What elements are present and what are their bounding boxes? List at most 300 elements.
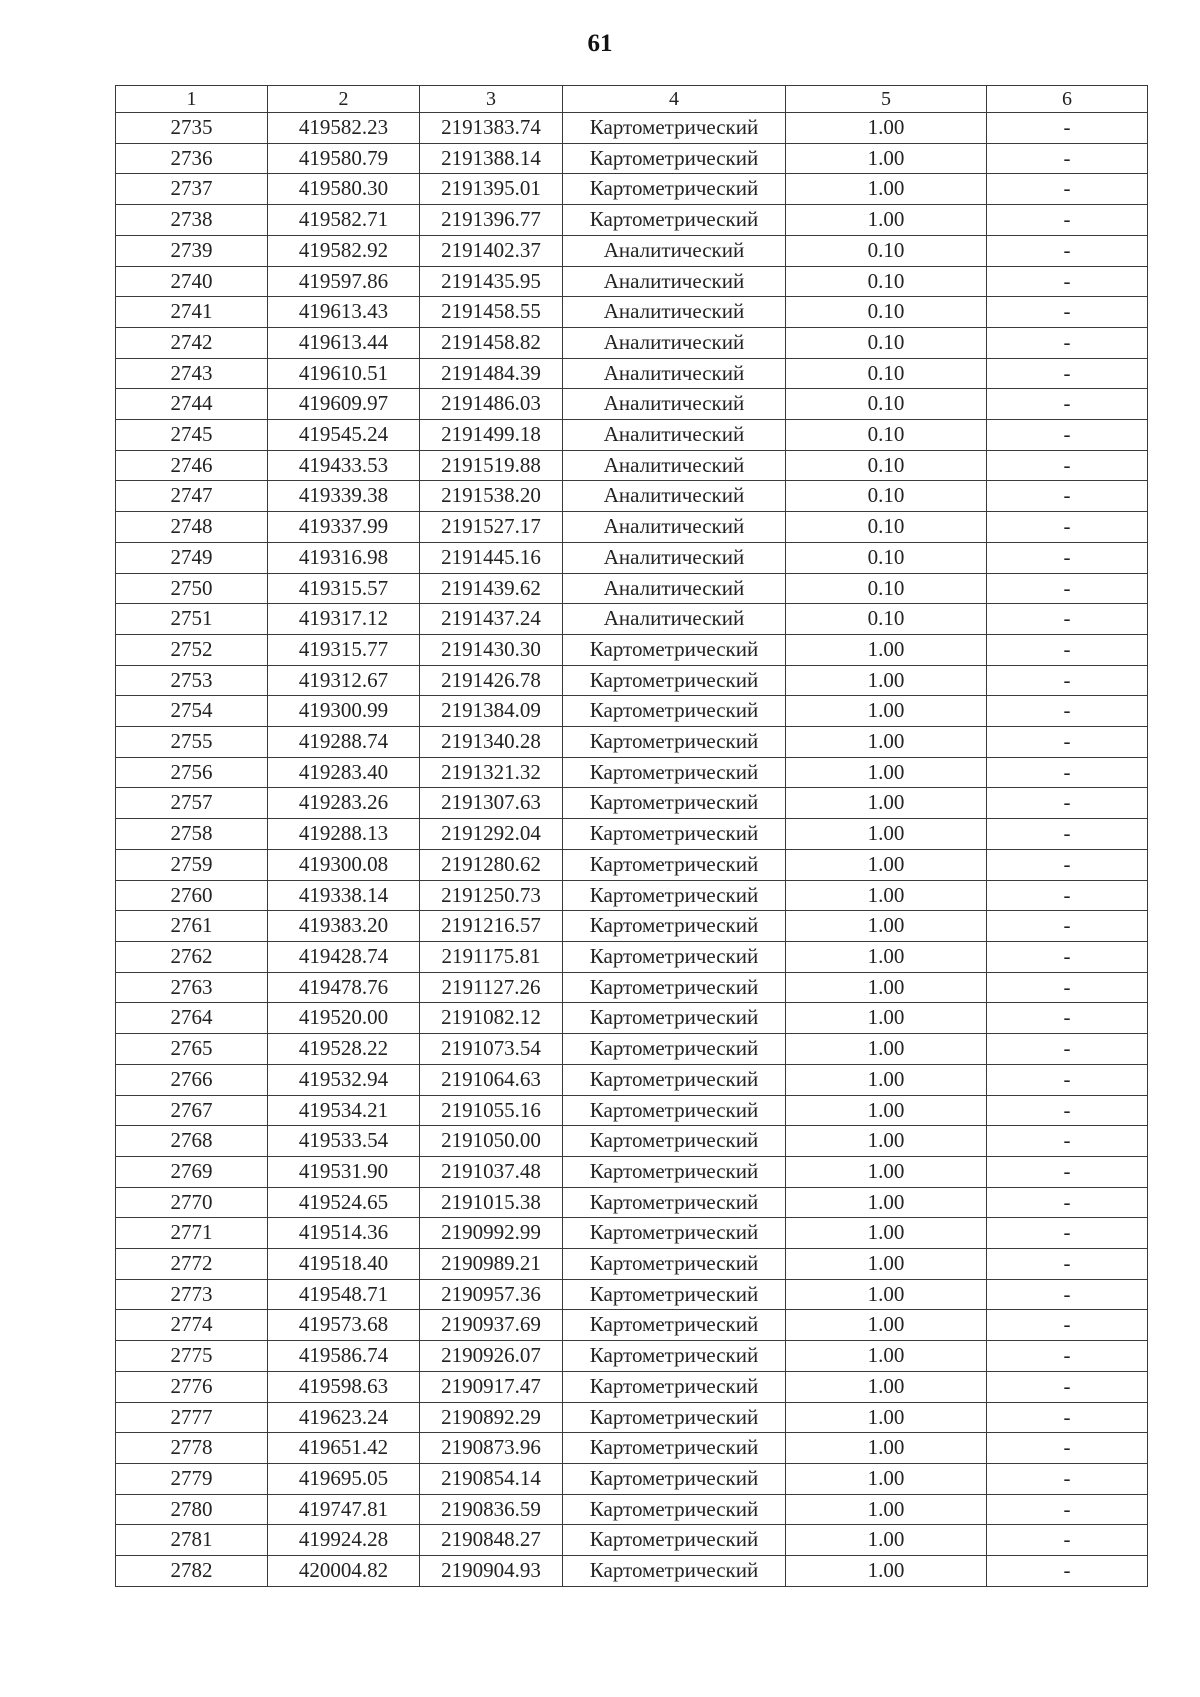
y-coordinate-cell: 2191307.63 xyxy=(420,788,563,819)
method-cell: Картометрический xyxy=(563,1463,786,1494)
accuracy-cell: 1.00 xyxy=(786,819,987,850)
column-header: 2 xyxy=(268,86,420,113)
x-coordinate-cell: 419598.63 xyxy=(268,1371,420,1402)
point-number-cell: 2762 xyxy=(116,941,268,972)
page-number: 61 xyxy=(587,30,613,57)
accuracy-cell: 0.10 xyxy=(786,481,987,512)
method-cell: Картометрический xyxy=(563,1003,786,1034)
x-coordinate-cell: 419312.67 xyxy=(268,665,420,696)
table-row xyxy=(116,1371,1148,1402)
table-row xyxy=(116,512,1148,543)
note-cell: - xyxy=(987,573,1148,604)
point-number-cell: 2770 xyxy=(116,1187,268,1218)
point-number-cell: 2769 xyxy=(116,1156,268,1187)
point-number-cell: 2744 xyxy=(116,389,268,420)
accuracy-cell: 1.00 xyxy=(786,665,987,696)
accuracy-cell: 1.00 xyxy=(786,911,987,942)
accuracy-cell: 1.00 xyxy=(786,143,987,174)
accuracy-cell: 1.00 xyxy=(786,1556,987,1587)
method-cell: Картометрический xyxy=(563,1126,786,1157)
point-number-cell: 2746 xyxy=(116,450,268,481)
method-cell: Аналитический xyxy=(563,542,786,573)
point-number-cell: 2777 xyxy=(116,1402,268,1433)
y-coordinate-cell: 2191458.82 xyxy=(420,327,563,358)
x-coordinate-cell: 419518.40 xyxy=(268,1249,420,1280)
method-cell: Картометрический xyxy=(563,911,786,942)
point-number-cell: 2738 xyxy=(116,205,268,236)
note-cell: - xyxy=(987,1494,1148,1525)
x-coordinate-cell: 419924.28 xyxy=(268,1525,420,1556)
y-coordinate-cell: 2191538.20 xyxy=(420,481,563,512)
accuracy-cell: 1.00 xyxy=(786,1064,987,1095)
method-cell: Картометрический xyxy=(563,972,786,1003)
x-coordinate-cell: 419478.76 xyxy=(268,972,420,1003)
x-coordinate-cell: 419337.99 xyxy=(268,512,420,543)
x-coordinate-cell: 419613.43 xyxy=(268,297,420,328)
method-cell: Аналитический xyxy=(563,389,786,420)
note-cell: - xyxy=(987,297,1148,328)
table-row xyxy=(116,266,1148,297)
table-body xyxy=(116,113,1148,1587)
point-number-cell: 2775 xyxy=(116,1341,268,1372)
accuracy-cell: 1.00 xyxy=(786,174,987,205)
table-row xyxy=(116,819,1148,850)
x-coordinate-cell: 419651.42 xyxy=(268,1433,420,1464)
note-cell: - xyxy=(987,696,1148,727)
point-number-cell: 2764 xyxy=(116,1003,268,1034)
method-cell: Картометрический xyxy=(563,1187,786,1218)
y-coordinate-cell: 2191396.77 xyxy=(420,205,563,236)
note-cell: - xyxy=(987,420,1148,451)
method-cell: Картометрический xyxy=(563,113,786,144)
table-row xyxy=(116,1494,1148,1525)
y-coordinate-cell: 2191280.62 xyxy=(420,849,563,880)
note-cell: - xyxy=(987,1279,1148,1310)
point-number-cell: 2741 xyxy=(116,297,268,328)
table-row xyxy=(116,389,1148,420)
x-coordinate-cell: 419283.40 xyxy=(268,757,420,788)
table-row xyxy=(116,174,1148,205)
method-cell: Картометрический xyxy=(563,1433,786,1464)
x-coordinate-cell: 419533.54 xyxy=(268,1126,420,1157)
x-coordinate-cell: 419534.21 xyxy=(268,1095,420,1126)
table-row xyxy=(116,1279,1148,1310)
x-coordinate-cell: 419532.94 xyxy=(268,1064,420,1095)
method-cell: Картометрический xyxy=(563,1341,786,1372)
method-cell: Картометрический xyxy=(563,849,786,880)
point-number-cell: 2755 xyxy=(116,727,268,758)
y-coordinate-cell: 2191384.09 xyxy=(420,696,563,727)
x-coordinate-cell: 419315.57 xyxy=(268,573,420,604)
y-coordinate-cell: 2191402.37 xyxy=(420,235,563,266)
note-cell: - xyxy=(987,1341,1148,1372)
point-number-cell: 2779 xyxy=(116,1463,268,1494)
note-cell: - xyxy=(987,542,1148,573)
method-cell: Картометрический xyxy=(563,1095,786,1126)
y-coordinate-cell: 2191435.95 xyxy=(420,266,563,297)
accuracy-cell: 0.10 xyxy=(786,327,987,358)
y-coordinate-cell: 2191292.04 xyxy=(420,819,563,850)
method-cell: Картометрический xyxy=(563,665,786,696)
method-cell: Картометрический xyxy=(563,1249,786,1280)
x-coordinate-cell: 419582.23 xyxy=(268,113,420,144)
y-coordinate-cell: 2191439.62 xyxy=(420,573,563,604)
x-coordinate-cell: 419428.74 xyxy=(268,941,420,972)
note-cell: - xyxy=(987,512,1148,543)
accuracy-cell: 1.00 xyxy=(786,1095,987,1126)
point-number-cell: 2757 xyxy=(116,788,268,819)
table-row xyxy=(116,1156,1148,1187)
x-coordinate-cell: 419613.44 xyxy=(268,327,420,358)
method-cell: Картометрический xyxy=(563,174,786,205)
note-cell: - xyxy=(987,389,1148,420)
x-coordinate-cell: 419695.05 xyxy=(268,1463,420,1494)
method-cell: Аналитический xyxy=(563,573,786,604)
accuracy-cell: 0.10 xyxy=(786,266,987,297)
y-coordinate-cell: 2190957.36 xyxy=(420,1279,563,1310)
table-row xyxy=(116,788,1148,819)
note-cell: - xyxy=(987,1156,1148,1187)
accuracy-cell: 1.00 xyxy=(786,788,987,819)
table-row xyxy=(116,1402,1148,1433)
table-row xyxy=(116,849,1148,880)
y-coordinate-cell: 2191458.55 xyxy=(420,297,563,328)
point-number-cell: 2749 xyxy=(116,542,268,573)
note-cell: - xyxy=(987,1126,1148,1157)
y-coordinate-cell: 2191527.17 xyxy=(420,512,563,543)
method-cell: Картометрический xyxy=(563,143,786,174)
column-header: 5 xyxy=(786,86,987,113)
note-cell: - xyxy=(987,941,1148,972)
accuracy-cell: 0.10 xyxy=(786,420,987,451)
point-number-cell: 2773 xyxy=(116,1279,268,1310)
note-cell: - xyxy=(987,450,1148,481)
accuracy-cell: 0.10 xyxy=(786,450,987,481)
table-header-row xyxy=(116,86,1148,113)
note-cell: - xyxy=(987,205,1148,236)
point-number-cell: 2778 xyxy=(116,1433,268,1464)
y-coordinate-cell: 2190917.47 xyxy=(420,1371,563,1402)
table-row xyxy=(116,1187,1148,1218)
method-cell: Картометрический xyxy=(563,941,786,972)
y-coordinate-cell: 2191388.14 xyxy=(420,143,563,174)
table-row xyxy=(116,880,1148,911)
accuracy-cell: 1.00 xyxy=(786,1402,987,1433)
point-number-cell: 2774 xyxy=(116,1310,268,1341)
y-coordinate-cell: 2190989.21 xyxy=(420,1249,563,1280)
column-header: 1 xyxy=(116,86,268,113)
x-coordinate-cell: 419283.26 xyxy=(268,788,420,819)
note-cell: - xyxy=(987,634,1148,665)
table-row xyxy=(116,1525,1148,1556)
table-row xyxy=(116,941,1148,972)
method-cell: Картометрический xyxy=(563,1064,786,1095)
point-number-cell: 2743 xyxy=(116,358,268,389)
method-cell: Картометрический xyxy=(563,634,786,665)
table-row xyxy=(116,481,1148,512)
point-number-cell: 2736 xyxy=(116,143,268,174)
x-coordinate-cell: 419514.36 xyxy=(268,1218,420,1249)
y-coordinate-cell: 2191484.39 xyxy=(420,358,563,389)
table-row xyxy=(116,1003,1148,1034)
note-cell: - xyxy=(987,143,1148,174)
accuracy-cell: 0.10 xyxy=(786,358,987,389)
accuracy-cell: 1.00 xyxy=(786,1003,987,1034)
accuracy-cell: 1.00 xyxy=(786,1525,987,1556)
x-coordinate-cell: 419339.38 xyxy=(268,481,420,512)
x-coordinate-cell: 419548.71 xyxy=(268,1279,420,1310)
x-coordinate-cell: 419582.71 xyxy=(268,205,420,236)
x-coordinate-cell: 419383.20 xyxy=(268,911,420,942)
table-row xyxy=(116,1249,1148,1280)
x-coordinate-cell: 419580.79 xyxy=(268,143,420,174)
method-cell: Картометрический xyxy=(563,819,786,850)
column-header: 6 xyxy=(987,86,1148,113)
method-cell: Аналитический xyxy=(563,604,786,635)
note-cell: - xyxy=(987,1310,1148,1341)
note-cell: - xyxy=(987,1249,1148,1280)
point-number-cell: 2763 xyxy=(116,972,268,1003)
point-number-cell: 2758 xyxy=(116,819,268,850)
point-number-cell: 2735 xyxy=(116,113,268,144)
note-cell: - xyxy=(987,1556,1148,1587)
accuracy-cell: 1.00 xyxy=(786,727,987,758)
point-number-cell: 2750 xyxy=(116,573,268,604)
accuracy-cell: 1.00 xyxy=(786,972,987,1003)
note-cell: - xyxy=(987,174,1148,205)
method-cell: Аналитический xyxy=(563,512,786,543)
point-number-cell: 2761 xyxy=(116,911,268,942)
x-coordinate-cell: 419609.97 xyxy=(268,389,420,420)
point-number-cell: 2772 xyxy=(116,1249,268,1280)
x-coordinate-cell: 419586.74 xyxy=(268,1341,420,1372)
point-number-cell: 2760 xyxy=(116,880,268,911)
note-cell: - xyxy=(987,880,1148,911)
accuracy-cell: 0.10 xyxy=(786,542,987,573)
accuracy-cell: 1.00 xyxy=(786,113,987,144)
point-number-cell: 2747 xyxy=(116,481,268,512)
note-cell: - xyxy=(987,1064,1148,1095)
y-coordinate-cell: 2191127.26 xyxy=(420,972,563,1003)
note-cell: - xyxy=(987,911,1148,942)
accuracy-cell: 1.00 xyxy=(786,1371,987,1402)
y-coordinate-cell: 2190836.59 xyxy=(420,1494,563,1525)
accuracy-cell: 1.00 xyxy=(786,941,987,972)
table-row xyxy=(116,542,1148,573)
y-coordinate-cell: 2191445.16 xyxy=(420,542,563,573)
y-coordinate-cell: 2191050.00 xyxy=(420,1126,563,1157)
point-number-cell: 2739 xyxy=(116,235,268,266)
note-cell: - xyxy=(987,1463,1148,1494)
column-header: 3 xyxy=(420,86,563,113)
table-row xyxy=(116,1341,1148,1372)
point-number-cell: 2737 xyxy=(116,174,268,205)
y-coordinate-cell: 2191430.30 xyxy=(420,634,563,665)
accuracy-cell: 1.00 xyxy=(786,1187,987,1218)
table-row xyxy=(116,205,1148,236)
table-row xyxy=(116,696,1148,727)
method-cell: Картометрический xyxy=(563,1279,786,1310)
note-cell: - xyxy=(987,1402,1148,1433)
table-row xyxy=(116,634,1148,665)
x-coordinate-cell: 419582.92 xyxy=(268,235,420,266)
x-coordinate-cell: 419300.99 xyxy=(268,696,420,727)
y-coordinate-cell: 2190904.93 xyxy=(420,1556,563,1587)
note-cell: - xyxy=(987,757,1148,788)
note-cell: - xyxy=(987,1187,1148,1218)
note-cell: - xyxy=(987,1003,1148,1034)
x-coordinate-cell: 419531.90 xyxy=(268,1156,420,1187)
method-cell: Картометрический xyxy=(563,1525,786,1556)
table-row xyxy=(116,1310,1148,1341)
point-number-cell: 2765 xyxy=(116,1034,268,1065)
table-row xyxy=(116,420,1148,451)
note-cell: - xyxy=(987,849,1148,880)
method-cell: Аналитический xyxy=(563,420,786,451)
method-cell: Аналитический xyxy=(563,358,786,389)
y-coordinate-cell: 2190992.99 xyxy=(420,1218,563,1249)
y-coordinate-cell: 2190873.96 xyxy=(420,1433,563,1464)
note-cell: - xyxy=(987,604,1148,635)
method-cell: Картометрический xyxy=(563,1218,786,1249)
note-cell: - xyxy=(987,266,1148,297)
accuracy-cell: 1.00 xyxy=(786,1156,987,1187)
accuracy-cell: 0.10 xyxy=(786,389,987,420)
method-cell: Аналитический xyxy=(563,235,786,266)
accuracy-cell: 1.00 xyxy=(786,849,987,880)
y-coordinate-cell: 2190892.29 xyxy=(420,1402,563,1433)
point-number-cell: 2754 xyxy=(116,696,268,727)
x-coordinate-cell: 419315.77 xyxy=(268,634,420,665)
y-coordinate-cell: 2191486.03 xyxy=(420,389,563,420)
method-cell: Аналитический xyxy=(563,266,786,297)
method-cell: Картометрический xyxy=(563,727,786,758)
y-coordinate-cell: 2191175.81 xyxy=(420,941,563,972)
accuracy-cell: 1.00 xyxy=(786,1034,987,1065)
point-number-cell: 2766 xyxy=(116,1064,268,1095)
x-coordinate-cell: 419338.14 xyxy=(268,880,420,911)
table-row xyxy=(116,1218,1148,1249)
accuracy-cell: 1.00 xyxy=(786,1433,987,1464)
accuracy-cell: 1.00 xyxy=(786,1249,987,1280)
table-row xyxy=(116,1095,1148,1126)
point-number-cell: 2776 xyxy=(116,1371,268,1402)
table-row xyxy=(116,1556,1148,1587)
accuracy-cell: 1.00 xyxy=(786,1494,987,1525)
note-cell: - xyxy=(987,1371,1148,1402)
x-coordinate-cell: 419573.68 xyxy=(268,1310,420,1341)
accuracy-cell: 1.00 xyxy=(786,696,987,727)
table-row xyxy=(116,604,1148,635)
x-coordinate-cell: 419524.65 xyxy=(268,1187,420,1218)
x-coordinate-cell: 419316.98 xyxy=(268,542,420,573)
y-coordinate-cell: 2191216.57 xyxy=(420,911,563,942)
accuracy-cell: 1.00 xyxy=(786,1463,987,1494)
accuracy-cell: 1.00 xyxy=(786,1341,987,1372)
x-coordinate-cell: 419610.51 xyxy=(268,358,420,389)
table-row xyxy=(116,1126,1148,1157)
method-cell: Картометрический xyxy=(563,1034,786,1065)
y-coordinate-cell: 2191499.18 xyxy=(420,420,563,451)
x-coordinate-cell: 420004.82 xyxy=(268,1556,420,1587)
y-coordinate-cell: 2191055.16 xyxy=(420,1095,563,1126)
column-header: 4 xyxy=(563,86,786,113)
table-row xyxy=(116,1034,1148,1065)
table-row xyxy=(116,327,1148,358)
note-cell: - xyxy=(987,665,1148,696)
point-number-cell: 2782 xyxy=(116,1556,268,1587)
method-cell: Картометрический xyxy=(563,1371,786,1402)
point-number-cell: 2759 xyxy=(116,849,268,880)
table-row xyxy=(116,450,1148,481)
x-coordinate-cell: 419288.74 xyxy=(268,727,420,758)
table-row xyxy=(116,911,1148,942)
point-number-cell: 2751 xyxy=(116,604,268,635)
x-coordinate-cell: 419545.24 xyxy=(268,420,420,451)
table-row xyxy=(116,143,1148,174)
point-number-cell: 2753 xyxy=(116,665,268,696)
note-cell: - xyxy=(987,1433,1148,1464)
coordinates-table xyxy=(115,85,1148,1587)
accuracy-cell: 1.00 xyxy=(786,1310,987,1341)
note-cell: - xyxy=(987,113,1148,144)
x-coordinate-cell: 419597.86 xyxy=(268,266,420,297)
table-row xyxy=(116,113,1148,144)
table-row xyxy=(116,972,1148,1003)
note-cell: - xyxy=(987,1034,1148,1065)
x-coordinate-cell: 419300.08 xyxy=(268,849,420,880)
y-coordinate-cell: 2191015.38 xyxy=(420,1187,563,1218)
point-number-cell: 2771 xyxy=(116,1218,268,1249)
note-cell: - xyxy=(987,358,1148,389)
method-cell: Картометрический xyxy=(563,1310,786,1341)
point-number-cell: 2740 xyxy=(116,266,268,297)
y-coordinate-cell: 2190926.07 xyxy=(420,1341,563,1372)
y-coordinate-cell: 2190937.69 xyxy=(420,1310,563,1341)
method-cell: Картометрический xyxy=(563,1494,786,1525)
x-coordinate-cell: 419747.81 xyxy=(268,1494,420,1525)
point-number-cell: 2756 xyxy=(116,757,268,788)
method-cell: Аналитический xyxy=(563,481,786,512)
note-cell: - xyxy=(987,1525,1148,1556)
table-row xyxy=(116,1064,1148,1095)
point-number-cell: 2767 xyxy=(116,1095,268,1126)
x-coordinate-cell: 419520.00 xyxy=(268,1003,420,1034)
note-cell: - xyxy=(987,481,1148,512)
note-cell: - xyxy=(987,235,1148,266)
point-number-cell: 2780 xyxy=(116,1494,268,1525)
y-coordinate-cell: 2191395.01 xyxy=(420,174,563,205)
y-coordinate-cell: 2191437.24 xyxy=(420,604,563,635)
method-cell: Картометрический xyxy=(563,757,786,788)
method-cell: Аналитический xyxy=(563,450,786,481)
method-cell: Аналитический xyxy=(563,327,786,358)
x-coordinate-cell: 419580.30 xyxy=(268,174,420,205)
method-cell: Картометрический xyxy=(563,1156,786,1187)
x-coordinate-cell: 419528.22 xyxy=(268,1034,420,1065)
point-number-cell: 2742 xyxy=(116,327,268,358)
y-coordinate-cell: 2191064.63 xyxy=(420,1064,563,1095)
accuracy-cell: 1.00 xyxy=(786,205,987,236)
accuracy-cell: 0.10 xyxy=(786,512,987,543)
accuracy-cell: 1.00 xyxy=(786,880,987,911)
accuracy-cell: 0.10 xyxy=(786,235,987,266)
x-coordinate-cell: 419288.13 xyxy=(268,819,420,850)
note-cell: - xyxy=(987,727,1148,758)
accuracy-cell: 1.00 xyxy=(786,634,987,665)
y-coordinate-cell: 2191321.32 xyxy=(420,757,563,788)
table-header xyxy=(116,86,1148,113)
